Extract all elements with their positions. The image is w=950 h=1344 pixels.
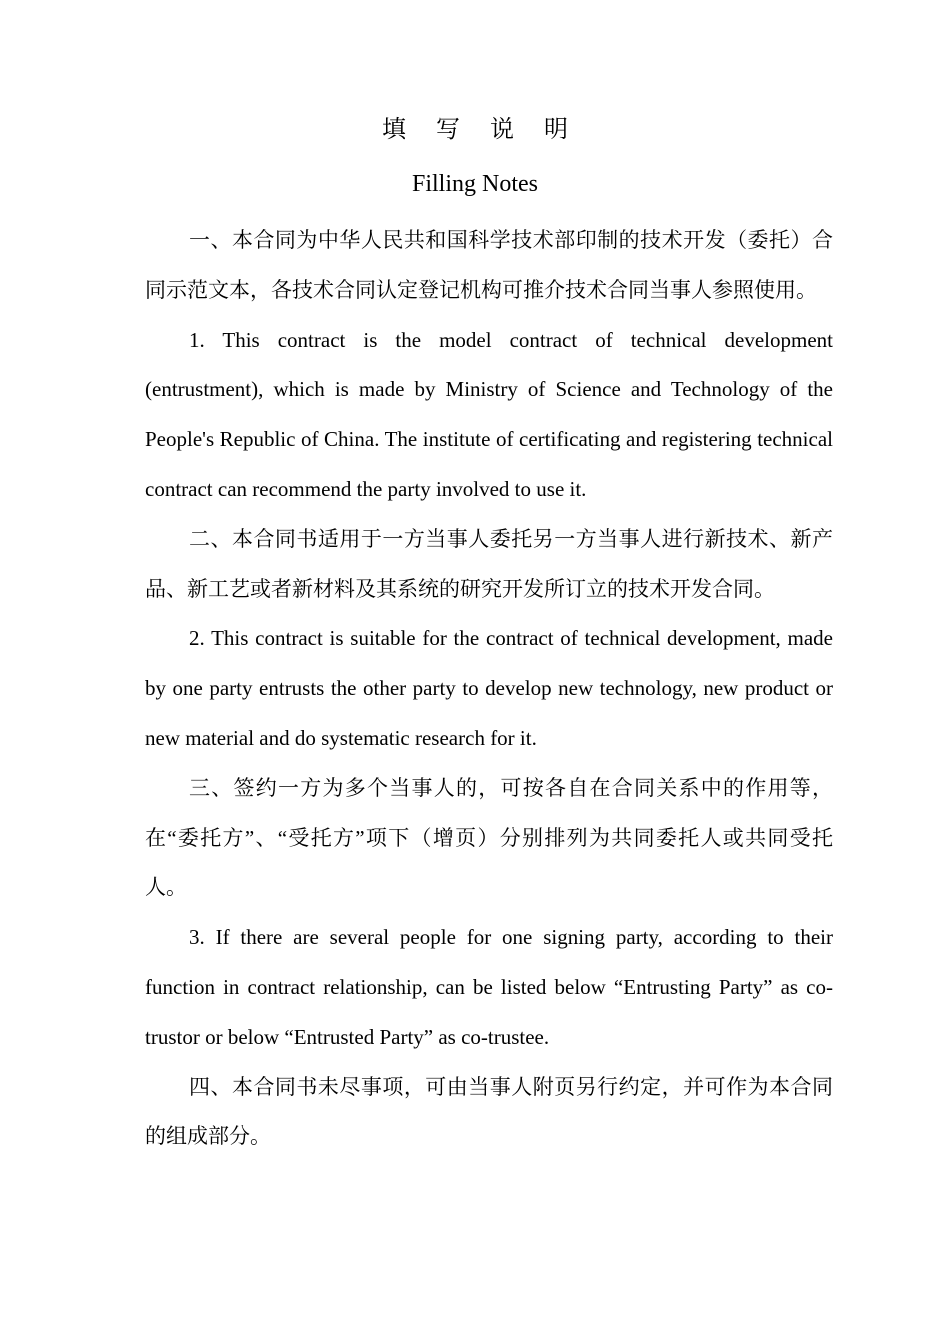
note-2-chinese: 二、本合同书适用于一方当事人委托另一方当事人进行新技术、新产品、新工艺或者新材料及其系统的研究开发所订立的技术开发合同。 bbox=[145, 526, 833, 601]
note-1-english: 1. This contract is the model contract of technical development (entrustment), which is made by Ministry of Science and Technology of the People's Republic of China. The institute of certificating and registering technical contract can recommend the party involved to use it. bbox=[145, 327, 833, 501]
note-3-english: 3. If there are several people for one signing party, according to their function in contract relationship, can be listed below “Entrusting Party” as co-trustor or below “Entrusted Party” as co-trustee. bbox=[145, 925, 833, 1049]
page-title-chinese: 填 写 说 明 bbox=[382, 117, 580, 143]
note-2-english: 2. This contract is suitable for the contract of technical development, made by one party entrusts the other party to develop new technology, new product or new material and do systematic research for it. bbox=[145, 626, 833, 750]
note-3-chinese: 三、签约一方为多个当事人的，可按各自在合同关系中的作用等，在“委托方”、“受托方”项下（增页）分别排列为共同委托人或共同受托人。 bbox=[145, 775, 833, 900]
page-title-english: Filling Notes bbox=[411, 171, 538, 197]
document-body bbox=[145, 216, 833, 1162]
note-4-chinese: 四、本合同书未尽事项，可由当事人附页另行约定，并可作为本合同的组成部分。 bbox=[145, 1074, 833, 1149]
note-1-chinese: 一、本合同为中华人民共和国科学技术部印制的技术开发（委托）合同示范文本，各技术合同认定登记机构可推介技术合同当事人参照使用。 bbox=[145, 228, 833, 302]
